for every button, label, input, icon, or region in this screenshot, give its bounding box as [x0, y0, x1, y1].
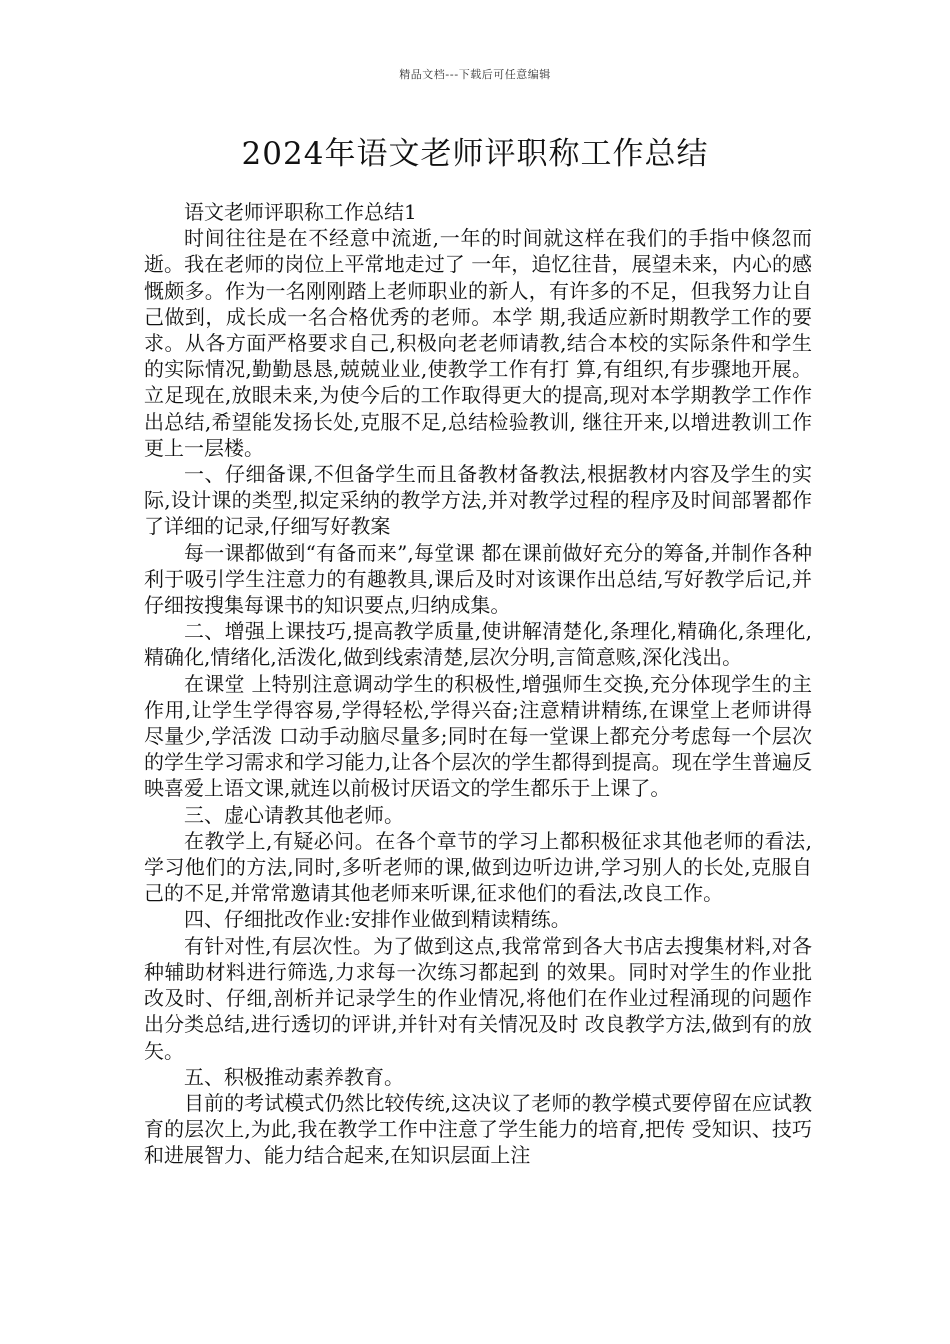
paragraph: 二、增强上课技巧,提高教学质量,使讲解清楚化,条理化,精确化,条理化,精确化,情绪化,活泼化,做到线索清楚,层次分明,言简意赅,深化浅出。: [144, 619, 812, 670]
paragraph: 时间往往是在不经意中流逝,一年的时间就这样在我们的手指中倏忽而逝。我在老师的岗位上平常地走过了 一年，追忆往昔，展望未来，内心的感慨颇多。作为一名刚刚踏上老师职业的新人，有许多的不足，但我努力让自己做到，成长成一名合格优秀的老师。本学 期,我适应新时期教学工作的要求。从各方面严格要求自己,积极向老老师请教,结合本校的实际条件和学生的实际情况,勤勤恳恳,兢兢业业,使教学工作有打 算,有组织,有步骤地开展。立足现在,放眼未来,为使今后的工作取得更大的提高,现对本学期教学工作作出总结,希望能发扬长处,克服不足,总结检验教训, 继往开来,以增进教训工作更上一层楼。: [144, 226, 812, 460]
paragraph: 有针对性,有层次性。为了做到这点,我常常到各大书店去搜集材料,对各种辅助材料进行筛选,力求每一次练习都起到 的效果。同时对学生的作业批改及时、仔细,剖析并记录学生的作业情况,将他们在作业过程涌现的问题作出分类总结,进行透切的评讲,并针对有关情况及时 改良教学方法,做到有的放矢。: [144, 933, 812, 1063]
paragraph: 三、虚心请教其他老师。: [184, 802, 404, 827]
section-heading: 语文老师评职称工作总结1: [184, 200, 417, 224]
paragraph: 一、仔细备课,不但备学生而且备教材备教法,根据教材内容及学生的实际,设计课的类型,拟定采纳的教学方法,并对教学过程的程序及时间部署都作了详细的记录,仔细写好教案: [144, 462, 812, 539]
paragraph: 在教学上,有疑必问。在各个章节的学习上都积极征求其他老师的看法,学习他们的方法,同时,多听老师的课,做到边听边讲,学习别人的长处,克服自己的不足,并常常邀请其他老师来听课,征求他们的看法,改良工作。: [144, 828, 812, 906]
document-body: [144, 199, 812, 1169]
paragraph: 在课堂 上特别注意调动学生的积极性,增强师生交换,充分体现学生的主作用,让学生学得容易,学得轻松,学得兴奋;注意精讲精练,在课堂上老师讲得尽量少,学活泼 口动手动脑尽量多;同时在每一堂课上都充分考虑每一个层次的学生学习需求和学习能力,让各个层次的学生都得到提高。现在学生普遍反映喜爱上语文课,就连以前极讨厌语文的学生都乐于上课了。: [144, 671, 812, 801]
paragraph: 五、积极推动素养教育。: [184, 1064, 404, 1089]
document-title: 2024年语文老师评职称工作总结: [241, 136, 709, 172]
paragraph: 四、仔细批改作业:安排作业做到精读精练。: [184, 907, 571, 932]
page-header-watermark: 精品文档---下载后可任意编辑: [399, 68, 551, 81]
paragraph: 每一课都做到“有备而来”,每堂课 都在课前做好充分的筹备,并制作各种利于吸引学生注意力的有趣教具,课后及时对该课作出总结,写好教学后记,并仔细按搜集每课书的知识要点,归纳成集。: [144, 540, 812, 618]
paragraph: 目前的考试模式仍然比较传统,这决议了老师的教学模式要停留在应试教育的层次上,为此,我在教学工作中注意了学生能力的培育,把传 受知识、技巧和进展智力、能力结合起来,在知识层面上注: [144, 1090, 812, 1168]
